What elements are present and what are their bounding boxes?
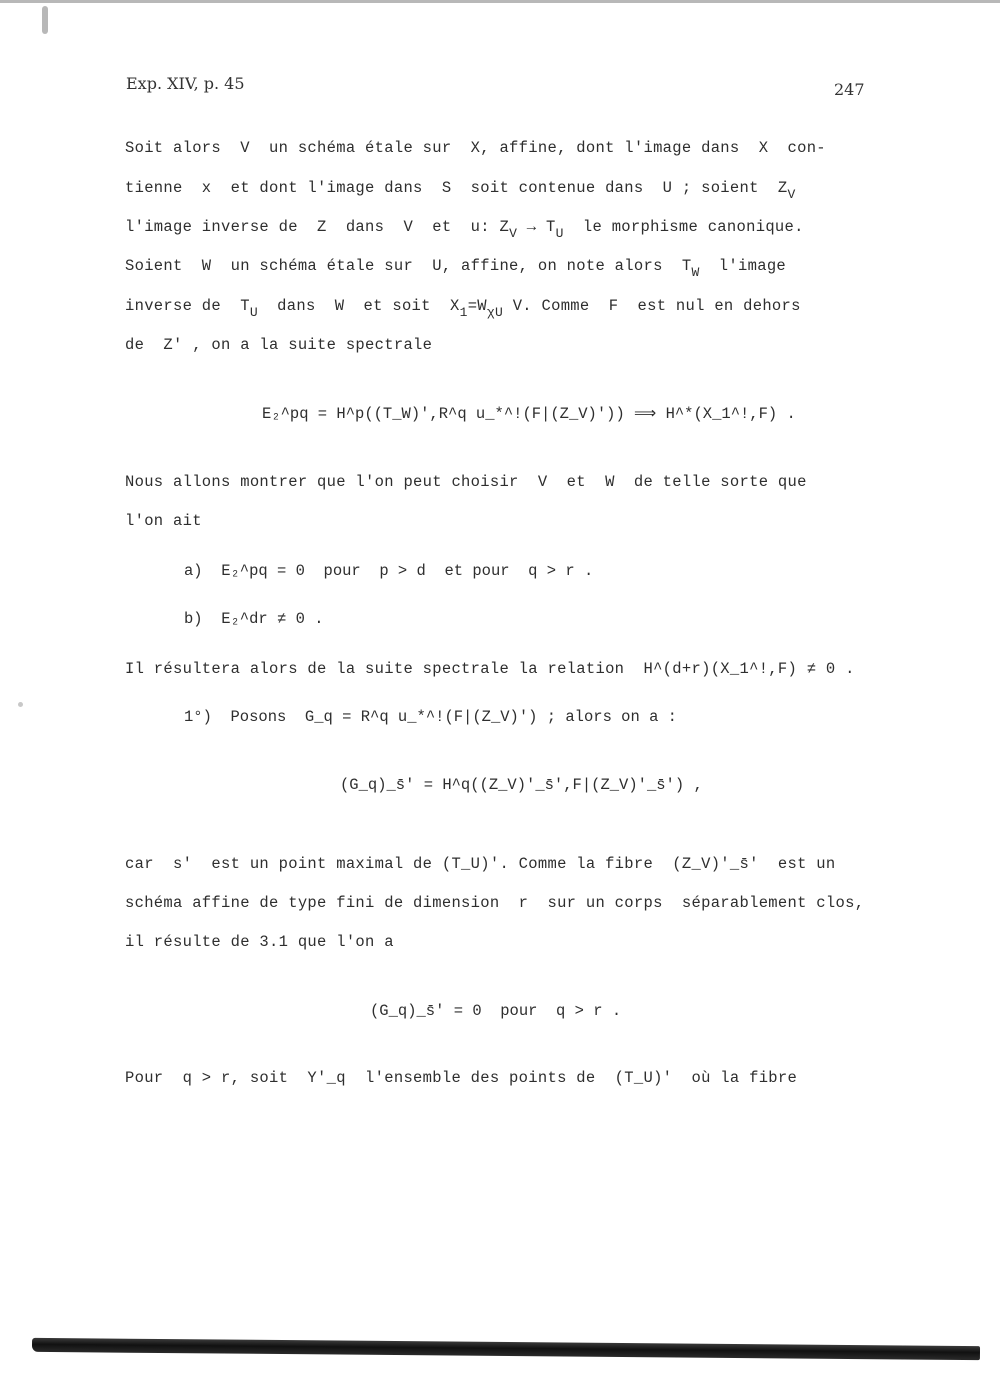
text-line-1: Soit alors V un schéma étale sur X, affine, dont l'image dans X con- (125, 139, 826, 157)
equation-stalk: (G_q)_s̄' = H^q((Z_V)'_s̄',F|(Z_V)'_s̄') , (340, 776, 703, 794)
text-line-6: de Z' , on a la suite spectrale (125, 336, 433, 354)
text-line-11: car s' est un point maximal de (T_U)'. Comme la fibre (Z_V)'_s̄' est un (125, 855, 836, 873)
condition-b: b) E₂^dr ≠ 0 . (184, 610, 324, 628)
text-line-14: Pour q > r, soit Y'_q l'ensemble des points de (T_U)' où la fibre (125, 1069, 798, 1087)
text-line-2: tienne x et dont l'image dans S soit contenue dans U ; soient $Z_V$ (125, 179, 796, 202)
running-header: Exp. XIV, p. 45 (126, 74, 245, 93)
equation-vanishing: (G_q)_s̄' = 0 pour q > r . (370, 1002, 622, 1020)
text-line-8: l'on ait (125, 512, 202, 530)
text-line-9: Il résultera alors de la suite spectrale la relation H^(d+r)(X_1^!,F) ≠ 0 . (125, 660, 855, 678)
text-line-3: l'image inverse de Z dans V et u: $Z_V \to T_U$ le morphisme canonique. (125, 218, 804, 241)
equation-spectral-sequence: E₂^pq = H^p((T_W)',R^q u_*^!(F|(Z_V)')) ⟹ H^*(X_1^!,F) . (262, 405, 796, 423)
text-line-5: inverse de $T_U$ dans W et soit $X_1=W_{\chi U}$ V. Comme F est nul en dehors (125, 297, 801, 320)
text-line-7: Nous allons montrer que l'on peut choisir V et W de telle sorte que (125, 473, 807, 491)
top-rule (0, 0, 1000, 3)
condition-a: a) E₂^pq = 0 pour p > d et pour q > r . (184, 562, 594, 580)
scan-dot (18, 702, 23, 707)
text-line-10: 1°) Posons G_q = R^q u_*^!(F|(Z_V)') ; alors on a : (184, 708, 677, 726)
text-line-4: Soient W un schéma étale sur U, affine, on note alors $T_W$ l'image (125, 257, 787, 280)
bottom-rule (32, 1338, 980, 1360)
page-number: 247 (834, 80, 865, 99)
text-line-12: schéma affine de type fini de dimension r sur un corps séparablement clos, (125, 894, 865, 912)
text-line-13: il résulte de 3.1 que l'on a (125, 933, 394, 951)
scan-mark (42, 6, 48, 34)
